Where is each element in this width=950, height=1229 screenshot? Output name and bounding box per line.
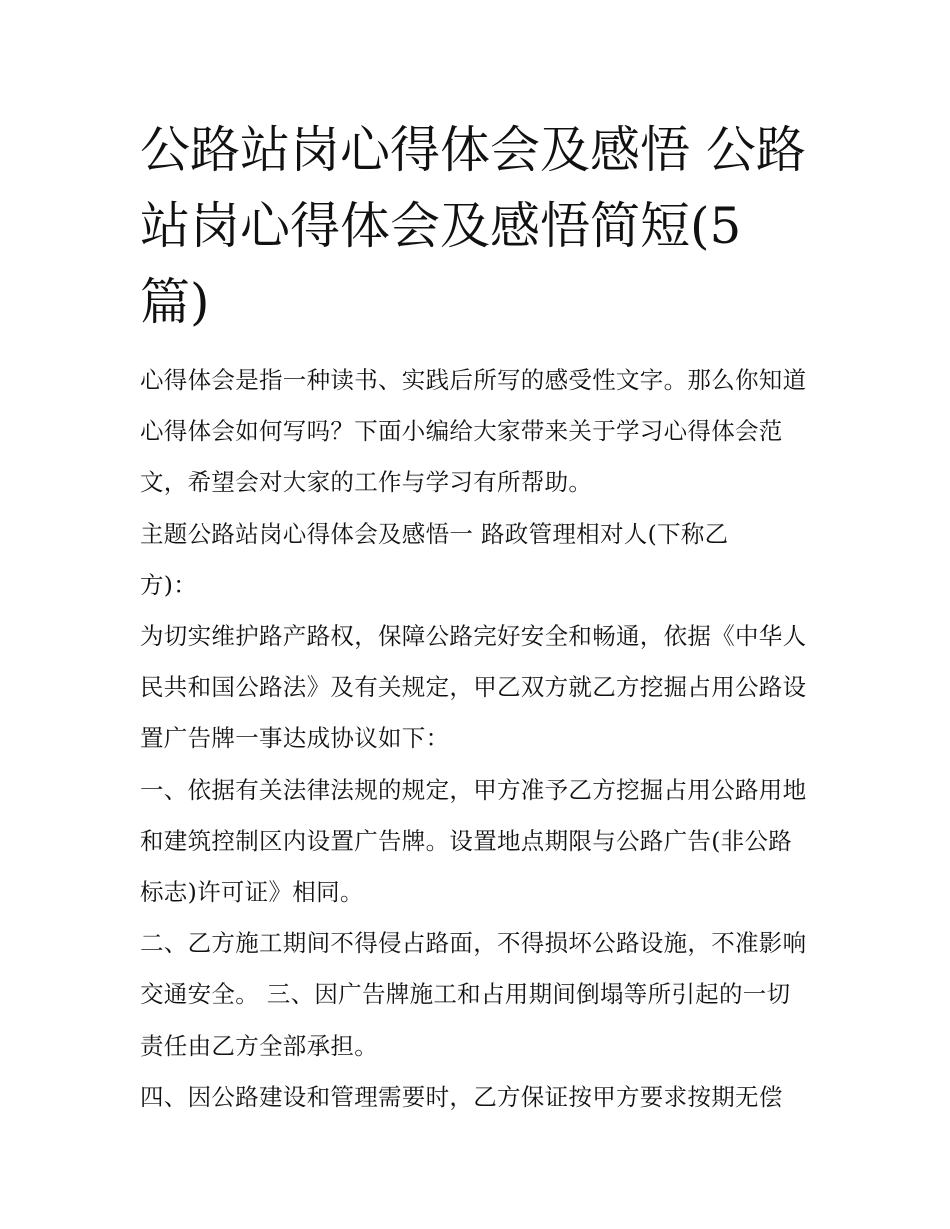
document-title xyxy=(140,112,820,340)
party-line: 方)： xyxy=(140,570,198,599)
title-line-1: 公路站岗心得体会及感悟 公路 xyxy=(140,121,806,179)
intro-paragraph: 心得体会是指一种读书、实践后所写的感受性文字。那么你知道心得体会如何写吗？下面小编给大家带来关于学习心得体会范文，希望会对大家的工作与学习有所帮助。 xyxy=(140,366,807,497)
topic-line: 主题公路站岗心得体会及感悟一 路政管理相对人(下称乙 xyxy=(140,519,729,548)
clause-2-3: 二、乙方施工期间不得侵占路面，不得损坏公路设施，不准影响交通安全。 三、因广告牌施工和占用期间倒塌等所引起的一切责任由乙方全部承担。 xyxy=(140,929,807,1060)
document-body xyxy=(140,355,812,1123)
clause-1: 一、依据有关法律法规的规定，甲方准予乙方挖掘占用公路用地和建筑控制区内设置广告牌。设置地点期限与公路广告(非公路标志)许可证》相同。 xyxy=(140,775,807,907)
title-line-3: 篇) xyxy=(140,273,210,331)
agreement-preamble: 为切实维护路产路权，保障公路完好安全和畅通，依据《中华人民共和国公路法》及有关规定，甲乙双方就乙方挖掘占用公路设置广告牌一事达成协议如下： xyxy=(140,622,807,753)
title-line-2: 站岗心得体会及感悟简短(5 xyxy=(140,197,742,255)
clause-4: 四、因公路建设和管理需要时，乙方保证按甲方要求按期无偿 xyxy=(140,1082,783,1111)
